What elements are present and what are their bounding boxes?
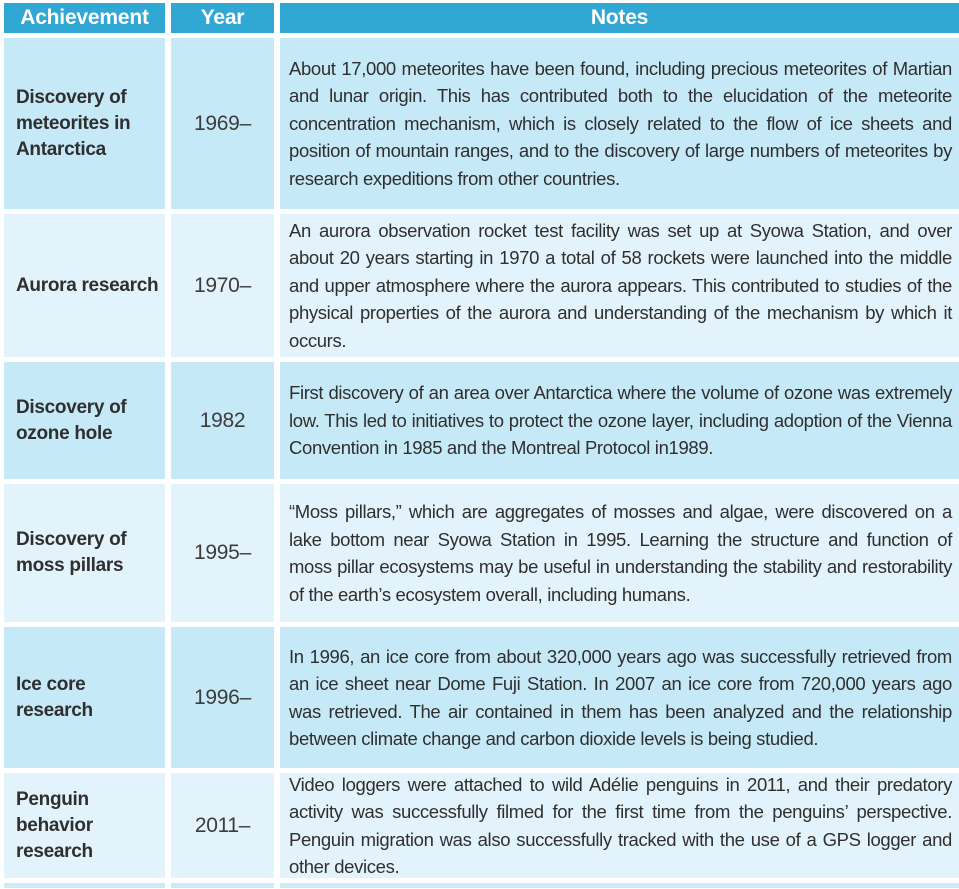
achievement-text: Discovery of moss pillars: [16, 529, 127, 576]
achievement-cell: [4, 362, 165, 479]
year-cell: [171, 214, 274, 357]
year-text: 1996–: [194, 685, 251, 709]
achievement-text: Ice core research: [16, 673, 93, 721]
column-header-year-label: Year: [200, 6, 245, 29]
notes-text: First discovery of an area over Antarctica where the volume of ozone was extremely low. This led to initiatives to protect the ozone layer, including adoption of the Vienna Convention in 1985 and the Montreal Protocol in1989.: [289, 382, 952, 459]
year-text: 1970–: [194, 273, 251, 297]
notes-cell: [280, 773, 959, 878]
notes-cell: [280, 214, 959, 357]
notes-cell: [280, 627, 959, 768]
notes-text: About 17,000 meteorites have been found, including precious meteorites of Martian and lunar origin. This has contributed both to the elucidation of the meteorite concentration mechanism, which is closely related to the flow of ice sheets and position of mountain ranges, and to the discovery of large numbers of meteorites by research expeditions from other countries.: [289, 57, 952, 189]
notes-cell: [280, 38, 959, 209]
column-header-achievement: [4, 3, 165, 33]
column-header-notes-label: Notes: [590, 6, 649, 29]
year-cell: [171, 38, 274, 209]
column-header-year: [171, 3, 274, 33]
notes-text: An aurora observation rocket test facility was set up at Syowa Station, and over about 20 years starting in 1970 a total of 58 rockets were launched into the middle and upper atmosphere where the aurora appears. This contributed to studies of the physical properties of the aurora and understanding of the mechanism by which it occurs.: [289, 219, 952, 351]
year-text: 1995–: [194, 541, 251, 564]
achievement-text: Penguin behavior research: [16, 788, 93, 862]
achievement-text: Discovery of meteorites in Antarctica: [16, 86, 131, 160]
achievement-cell: [4, 773, 165, 878]
year-cell: [171, 362, 274, 479]
column-header-notes: [280, 3, 959, 33]
notes-text: In 1996, an ice core from about 320,000 years ago was successfully retrieved from an ice sheet near Dome Fuji Station. In 2007 an ice core from 720,000 years ago was retrieved. The air contained in them has been analyzed and the relationship between climate change and carbon dioxide levels is being studied.: [289, 645, 952, 749]
year-cell: [171, 484, 274, 622]
next-row-sliver: [280, 883, 959, 888]
achievement-cell: [4, 38, 165, 209]
next-row-sliver: [171, 883, 274, 888]
column-header-achievement-label: Achievement: [20, 6, 149, 29]
next-row-sliver: [4, 883, 165, 888]
notes-cell: [280, 362, 959, 479]
achievement-text: Aurora research: [16, 274, 159, 296]
year-cell: [171, 773, 274, 878]
year-text: 1982: [199, 408, 246, 432]
notes-text: “Moss pillars,” which are aggregates of mosses and algae, were discovered on a lake bottom near Syowa Station in 1995. Learning the structure and function of moss pillar ecosystems may be useful in understanding the stability and restorability of the earth’s ecosystem overall, including humans.: [289, 501, 952, 605]
year-text: 2011–: [194, 813, 251, 837]
achievement-cell: [4, 484, 165, 622]
year-cell: [171, 627, 274, 768]
notes-text: Video loggers were attached to wild Adélie penguins in 2011, and their predatory activity was successfully filmed for the first time from the penguins’ perspective. Penguin migration was also successfully tracked with the use of a GPS logger and other devices.: [289, 773, 952, 877]
year-text: 1969–: [194, 111, 251, 135]
notes-cell: [280, 484, 959, 622]
achievement-cell: [4, 627, 165, 768]
achievement-text: Discovery of ozone hole: [16, 396, 127, 444]
achievement-cell: [4, 214, 165, 357]
